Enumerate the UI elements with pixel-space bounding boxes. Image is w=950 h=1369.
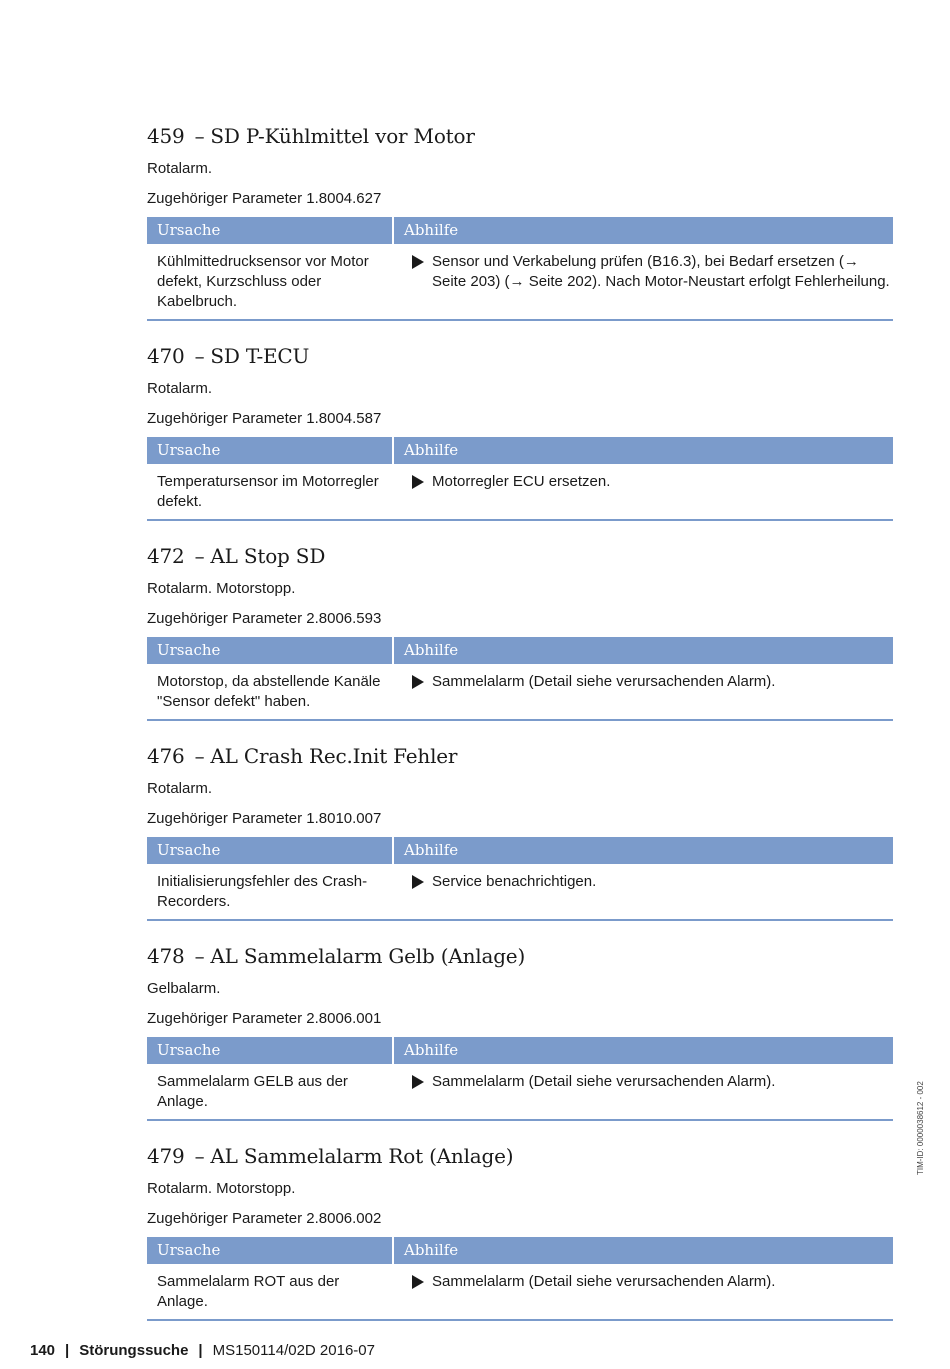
remedy-text: Sammelalarm (Detail siehe verursachenden Alarm). xyxy=(432,673,776,690)
fault-section-459 xyxy=(147,118,893,321)
cause-cell: Sammelalarm ROT aus der Anlage. xyxy=(157,1273,340,1310)
remedy-text: Service benachrichtigen. xyxy=(432,873,597,890)
table-row xyxy=(147,1064,893,1121)
fault-title: SD P-Kühlmittel vor Motor xyxy=(210,124,475,148)
document-id: MS150114/02D 2016-07 xyxy=(212,1342,375,1359)
header-remedy: Abhilfe xyxy=(394,637,893,664)
fault-code: 470 xyxy=(147,344,185,368)
fault-code: 476 xyxy=(147,744,185,768)
fault-section-479 xyxy=(147,1138,893,1321)
triangle-right-icon xyxy=(412,875,424,889)
header-cause: Ursache xyxy=(147,637,392,664)
fault-title: SD T-ECU xyxy=(210,344,310,368)
fault-parameter: Zugehöriger Parameter 2.8006.002 xyxy=(147,1210,382,1227)
fault-description: Rotalarm. xyxy=(147,780,213,797)
triangle-right-icon xyxy=(412,475,424,489)
side-document-code: TIM-ID: 0000038612 - 002 xyxy=(916,1081,925,1175)
fault-title: AL Sammelalarm Gelb (Anlage) xyxy=(210,944,526,968)
fault-section-472 xyxy=(147,538,893,721)
fault-parameter: Zugehöriger Parameter 1.8010.007 xyxy=(147,810,382,827)
header-remedy: Abhilfe xyxy=(394,437,893,464)
fault-table xyxy=(147,217,893,321)
footer-separator: | xyxy=(198,1342,203,1359)
chapter-name: Störungssuche xyxy=(79,1342,189,1359)
remedy-cell xyxy=(394,1272,893,1312)
header-remedy: Abhilfe xyxy=(394,837,893,864)
triangle-right-icon xyxy=(412,1275,424,1289)
section-title xyxy=(147,338,893,374)
section-title xyxy=(147,118,893,154)
title-dash: – xyxy=(194,344,205,368)
table-row xyxy=(147,464,893,521)
fault-parameter: Zugehöriger Parameter 1.8004.627 xyxy=(147,190,382,207)
fault-table xyxy=(147,437,893,521)
fault-table xyxy=(147,1237,893,1321)
fault-title: AL Stop SD xyxy=(210,544,326,568)
table-header xyxy=(147,217,893,244)
cause-cell: Initialisierungsfehler des Crash-Recorders. xyxy=(157,873,368,910)
fault-code: 478 xyxy=(147,944,185,968)
header-cause: Ursache xyxy=(147,1237,392,1264)
triangle-right-icon xyxy=(412,1075,424,1089)
table-header xyxy=(147,637,893,664)
title-dash: – xyxy=(194,744,205,768)
fault-title: AL Sammelalarm Rot (Anlage) xyxy=(210,1144,514,1168)
fault-parameter: Zugehöriger Parameter 2.8006.001 xyxy=(147,1010,382,1027)
fault-table xyxy=(147,637,893,721)
remedy-text: Sammelalarm (Detail siehe verursachenden Alarm). xyxy=(432,1273,776,1290)
remedy-cell xyxy=(394,472,893,512)
section-title xyxy=(147,738,893,774)
page-number: 140 xyxy=(30,1342,56,1359)
title-dash: – xyxy=(194,124,205,148)
table-header xyxy=(147,1237,893,1264)
header-remedy: Abhilfe xyxy=(394,217,893,244)
section-title xyxy=(147,1138,893,1174)
title-dash: – xyxy=(194,544,205,568)
fault-description: Rotalarm. xyxy=(147,380,213,397)
remedy-text: Sammelalarm (Detail siehe verursachenden Alarm). xyxy=(432,1073,776,1090)
table-row xyxy=(147,244,893,321)
cause-cell: Sammelalarm GELB aus der Anlage. xyxy=(157,1073,348,1110)
table-header xyxy=(147,837,893,864)
fault-section-476 xyxy=(147,738,893,921)
table-header xyxy=(147,1037,893,1064)
footer-separator: | xyxy=(65,1342,70,1359)
table-row xyxy=(147,1264,893,1321)
fault-description: Gelbalarm. xyxy=(147,980,221,997)
header-cause: Ursache xyxy=(147,837,392,864)
cause-cell: Temperatursensor im Motorregler defekt. xyxy=(157,473,379,510)
fault-code: 472 xyxy=(147,544,185,568)
fault-parameter: Zugehöriger Parameter 1.8004.587 xyxy=(147,410,382,427)
fault-table xyxy=(147,1037,893,1121)
triangle-right-icon xyxy=(412,675,424,689)
table-header xyxy=(147,437,893,464)
remedy-text: Motorregler ECU ersetzen. xyxy=(432,473,611,490)
table-row xyxy=(147,664,893,721)
fault-section-478 xyxy=(147,938,893,1121)
page-content xyxy=(147,118,893,1321)
header-cause: Ursache xyxy=(147,437,392,464)
title-dash: – xyxy=(194,1144,205,1168)
fault-title: AL Crash Rec.Init Fehler xyxy=(210,744,458,768)
cause-cell: Kühlmittedrucksensor vor Motor defekt, Kurzschluss oder Kabelbruch. xyxy=(157,253,369,310)
fault-section-470 xyxy=(147,338,893,521)
remedy-cell xyxy=(394,1072,893,1112)
page-footer xyxy=(30,1340,375,1362)
fault-code: 459 xyxy=(147,124,185,148)
remedy-cell xyxy=(394,872,893,912)
section-title xyxy=(147,538,893,574)
remedy-cell xyxy=(394,252,893,312)
table-row xyxy=(147,864,893,921)
fault-table xyxy=(147,837,893,921)
header-cause: Ursache xyxy=(147,217,392,244)
remedy-text: Sensor und Verkabelung prüfen (B16.3), bei Bedarf ersetzen (→ Seite 203) (→ Seite 202). Nach Motor-Neustart erfolgt Fehlerheilung. xyxy=(432,253,890,290)
fault-code: 479 xyxy=(147,1144,185,1168)
fault-description: Rotalarm. Motorstopp. xyxy=(147,1180,296,1197)
fault-description: Rotalarm. xyxy=(147,160,213,177)
remedy-cell xyxy=(394,672,893,712)
triangle-right-icon xyxy=(412,255,424,269)
fault-parameter: Zugehöriger Parameter 2.8006.593 xyxy=(147,610,382,627)
header-remedy: Abhilfe xyxy=(394,1037,893,1064)
header-cause: Ursache xyxy=(147,1037,392,1064)
section-title xyxy=(147,938,893,974)
fault-description: Rotalarm. Motorstopp. xyxy=(147,580,296,597)
title-dash: – xyxy=(194,944,205,968)
header-remedy: Abhilfe xyxy=(394,1237,893,1264)
cause-cell: Motorstop, da abstellende Kanäle "Sensor defekt" haben. xyxy=(157,673,381,710)
